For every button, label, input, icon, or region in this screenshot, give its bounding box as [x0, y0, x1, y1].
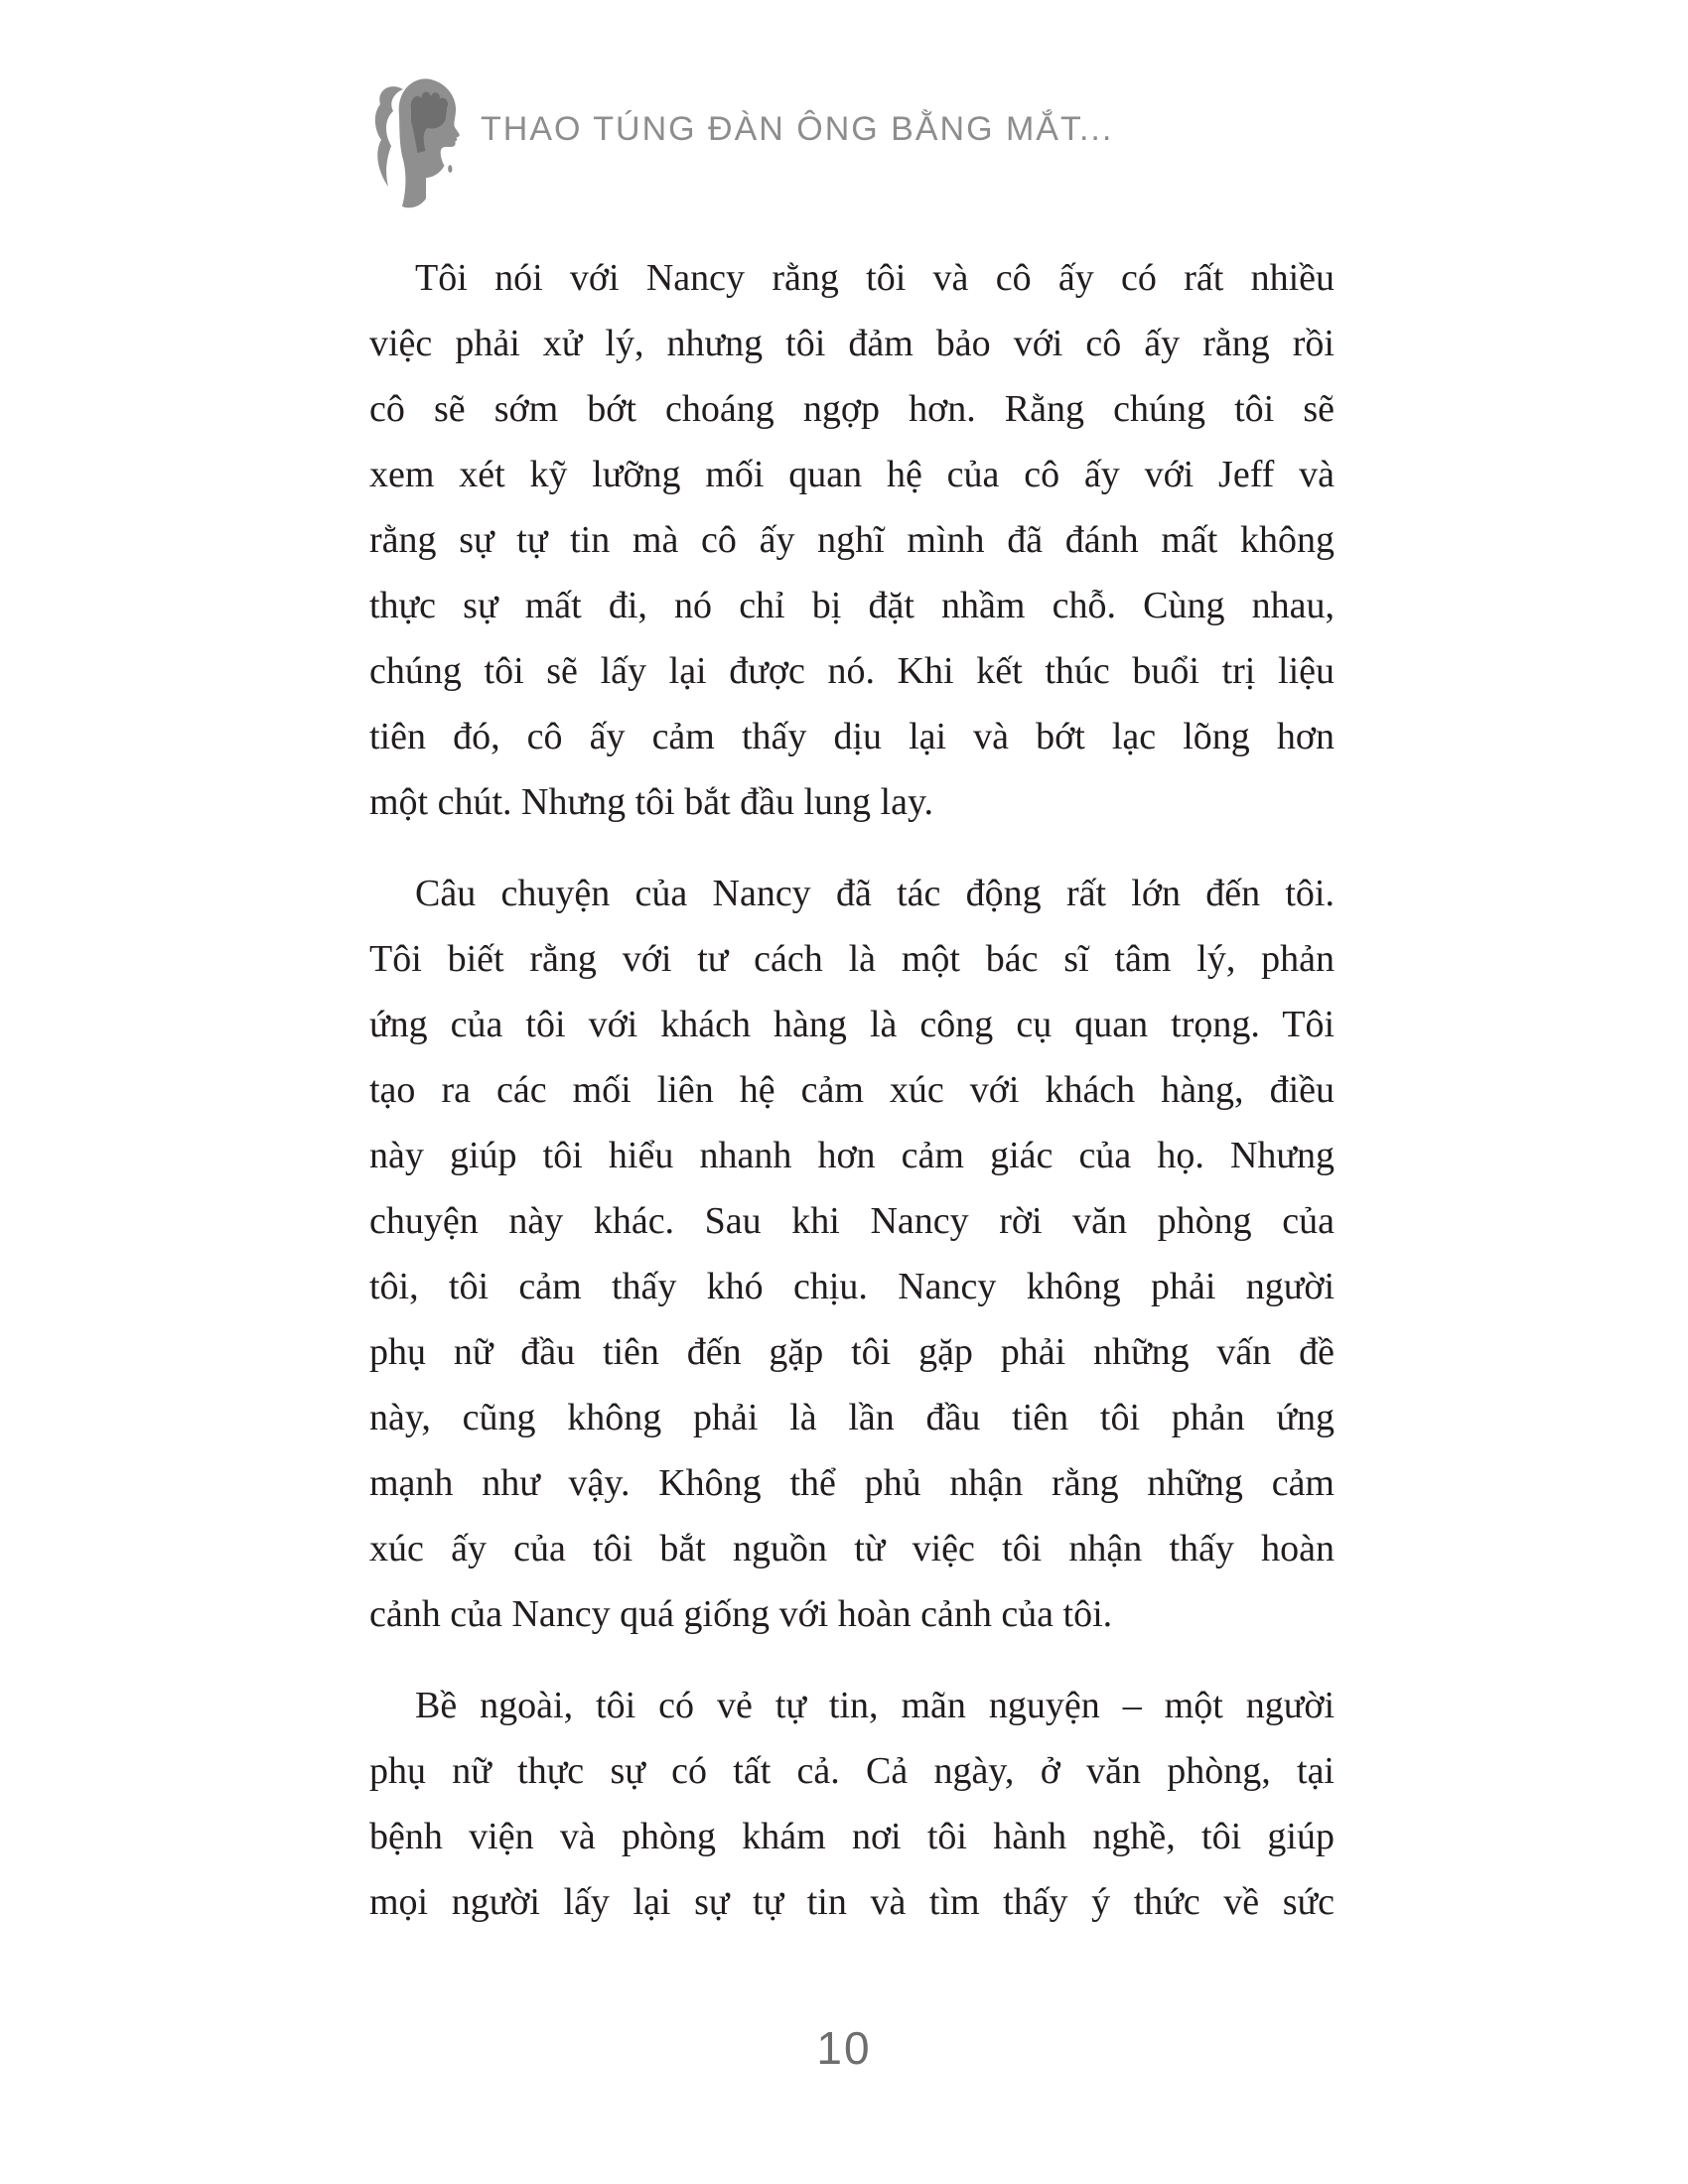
text-line: thực sự mất đi, nó chỉ bị đặt nhầm chỗ. Cùng nhau, [369, 585, 1335, 626]
paragraph-1 [369, 245, 1335, 835]
text-line: tôi, tôi cảm thấy khó chịu. Nancy không phải người [369, 1266, 1335, 1307]
running-head-title: THAO TÚNG ĐÀN ÔNG BẰNG MẮT... [481, 110, 1114, 148]
text-line: Tôi biết rằng với tư cách là một bác sĩ tâm lý, phản [369, 938, 1335, 980]
woman-profile-fist-icon [369, 73, 465, 216]
text-line: cô sẽ sớm bớt choáng ngợp hơn. Rằng chúng tôi sẽ [369, 388, 1335, 430]
paragraph-2 [369, 861, 1335, 1647]
page-header [369, 69, 1323, 218]
text-line: phụ nữ đầu tiên đến gặp tôi gặp phải những vấn đề [369, 1331, 1335, 1373]
text-line: xem xét kỹ lưỡng mối quan hệ của cô ấy với Jeff và [369, 454, 1335, 495]
text-line: việc phải xử lý, nhưng tôi đảm bảo với cô ấy rằng rồi [369, 323, 1335, 364]
text-line: này, cũng không phải là lần đầu tiên tôi phản ứng [369, 1397, 1335, 1438]
text-line: phụ nữ thực sự có tất cả. Cả ngày, ở văn phòng, tại [369, 1750, 1335, 1792]
text-line: rằng sự tự tin mà cô ấy nghĩ mình đã đánh mất không [369, 519, 1335, 561]
page-body-text [369, 245, 1335, 1935]
text-line: bệnh viện và phòng khám nơi tôi hành nghề, tôi giúp [369, 1816, 1335, 1857]
text-line: một chút. Nhưng tôi bắt đầu lung lay. [369, 781, 933, 823]
text-line: ứng của tôi với khách hàng là công cụ quan trọng. Tôi [369, 1004, 1335, 1045]
text-line: chuyện này khác. Sau khi Nancy rời văn phòng của [369, 1200, 1335, 1242]
text-line: tạo ra các mối liên hệ cảm xúc với khách hàng, điều [369, 1069, 1335, 1111]
text-line: Tôi nói với Nancy rằng tôi và cô ấy có rất nhiều [415, 257, 1335, 299]
paragraph-3 [369, 1673, 1335, 1935]
text-line: mạnh như vậy. Không thể phủ nhận rằng những cảm [369, 1462, 1335, 1504]
text-line: Câu chuyện của Nancy đã tác động rất lớn đến tôi. [415, 873, 1335, 914]
text-line: này giúp tôi hiểu nhanh hơn cảm giác của họ. Nhưng [369, 1135, 1335, 1176]
page-number: 10 [816, 2022, 872, 2074]
text-line: Bề ngoài, tôi có vẻ tự tin, mãn nguyện – một người [415, 1685, 1335, 1726]
text-line: cảnh của Nancy quá giống với hoàn cảnh của tôi. [369, 1593, 1113, 1635]
text-line: tiên đó, cô ấy cảm thấy dịu lại và bớt lạc lõng hơn [369, 716, 1335, 757]
text-line: mọi người lấy lại sự tự tin và tìm thấy ý thức về sức [369, 1881, 1335, 1923]
text-line: chúng tôi sẽ lấy lại được nó. Khi kết thúc buổi trị liệu [369, 650, 1335, 692]
text-line: xúc ấy của tôi bắt nguồn từ việc tôi nhận thấy hoàn [369, 1528, 1335, 1570]
